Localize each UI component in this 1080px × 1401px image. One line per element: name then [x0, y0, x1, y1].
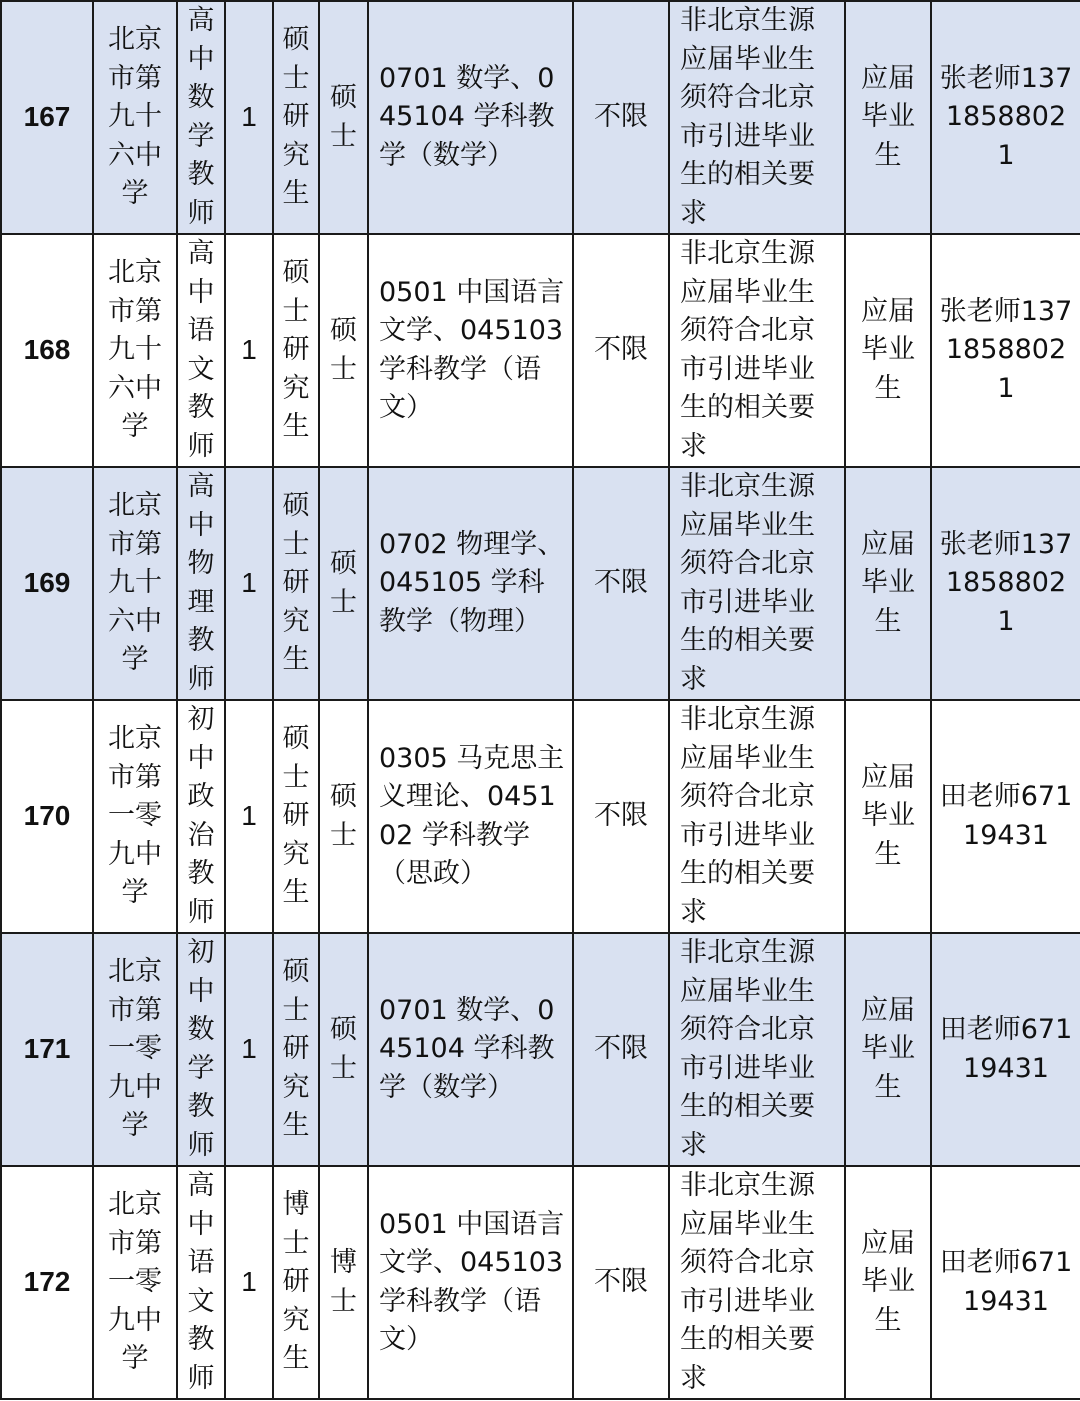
school-name: 北京市第九十六中学: [93, 467, 177, 700]
major-requirement: 0702 物理学、045105 学科教学（物理）: [368, 467, 573, 700]
contact-info: 张老师13718588021: [931, 467, 1080, 700]
table-row: [1, 933, 1080, 1166]
degree: 硕士: [319, 933, 368, 1166]
age-limit: 不限: [573, 933, 669, 1166]
other-requirement: 非北京生源应届毕业生须符合北京市引进毕业生的相关要求: [669, 1166, 845, 1399]
table-row: [1, 1, 1080, 234]
degree: 硕士: [319, 234, 368, 467]
contact-info: 田老师67119431: [931, 700, 1080, 933]
major-requirement: 0701 数学、045104 学科教学（数学）: [368, 933, 573, 1166]
other-requirement: 非北京生源应届毕业生须符合北京市引进毕业生的相关要求: [669, 467, 845, 700]
education-level: 硕士研究生: [273, 234, 319, 467]
table-row: [1, 1166, 1080, 1399]
education-level: 硕士研究生: [273, 1, 319, 234]
row-number: 171: [1, 933, 93, 1166]
row-number: 169: [1, 467, 93, 700]
position-name: 高中语文教师: [177, 1166, 225, 1399]
degree: 博士: [319, 1166, 368, 1399]
other-requirement: 非北京生源应届毕业生须符合北京市引进毕业生的相关要求: [669, 234, 845, 467]
degree: 硕士: [319, 1, 368, 234]
candidate-type: 应届毕业生: [845, 700, 931, 933]
contact-info: 张老师13718588021: [931, 234, 1080, 467]
candidate-type: 应届毕业生: [845, 1, 931, 234]
position-name: 高中数学教师: [177, 1, 225, 234]
row-number: 168: [1, 234, 93, 467]
hiring-count: 1: [225, 467, 273, 700]
school-name: 北京市第九十六中学: [93, 234, 177, 467]
row-number: 172: [1, 1166, 93, 1399]
hiring-count: 1: [225, 1, 273, 234]
degree: 硕士: [319, 700, 368, 933]
table-row: [1, 700, 1080, 933]
candidate-type: 应届毕业生: [845, 1166, 931, 1399]
major-requirement: 0701 数学、045104 学科教学（数学）: [368, 1, 573, 234]
degree: 硕士: [319, 467, 368, 700]
school-name: 北京市第一零九中学: [93, 933, 177, 1166]
hiring-count: 1: [225, 700, 273, 933]
education-level: 硕士研究生: [273, 933, 319, 1166]
school-name: 北京市第一零九中学: [93, 1166, 177, 1399]
major-requirement: 0305 马克思主义理论、045102 学科教学（思政）: [368, 700, 573, 933]
table-row: [1, 467, 1080, 700]
row-number: 170: [1, 700, 93, 933]
candidate-type: 应届毕业生: [845, 234, 931, 467]
education-level: 硕士研究生: [273, 467, 319, 700]
candidate-type: 应届毕业生: [845, 933, 931, 1166]
row-number: 167: [1, 1, 93, 234]
education-level: 博士研究生: [273, 1166, 319, 1399]
hiring-count: 1: [225, 1166, 273, 1399]
major-requirement: 0501 中国语言文学、045103 学科教学（语文）: [368, 234, 573, 467]
position-name: 高中语文教师: [177, 234, 225, 467]
school-name: 北京市第一零九中学: [93, 700, 177, 933]
table-row: [1, 234, 1080, 467]
other-requirement: 非北京生源应届毕业生须符合北京市引进毕业生的相关要求: [669, 933, 845, 1166]
position-name: 初中数学教师: [177, 933, 225, 1166]
position-name: 初中政治教师: [177, 700, 225, 933]
candidate-type: 应届毕业生: [845, 467, 931, 700]
position-name: 高中物理教师: [177, 467, 225, 700]
age-limit: 不限: [573, 1166, 669, 1399]
age-limit: 不限: [573, 234, 669, 467]
school-name: 北京市第九十六中学: [93, 1, 177, 234]
age-limit: 不限: [573, 1, 669, 234]
age-limit: 不限: [573, 700, 669, 933]
age-limit: 不限: [573, 467, 669, 700]
hiring-count: 1: [225, 234, 273, 467]
education-level: 硕士研究生: [273, 700, 319, 933]
contact-info: 田老师67119431: [931, 933, 1080, 1166]
other-requirement: 非北京生源应届毕业生须符合北京市引进毕业生的相关要求: [669, 700, 845, 933]
major-requirement: 0501 中国语言文学、045103 学科教学（语文）: [368, 1166, 573, 1399]
contact-info: 田老师67119431: [931, 1166, 1080, 1399]
hiring-count: 1: [225, 933, 273, 1166]
contact-info: 张老师13718588021: [931, 1, 1080, 234]
other-requirement: 非北京生源应届毕业生须符合北京市引进毕业生的相关要求: [669, 1, 845, 234]
